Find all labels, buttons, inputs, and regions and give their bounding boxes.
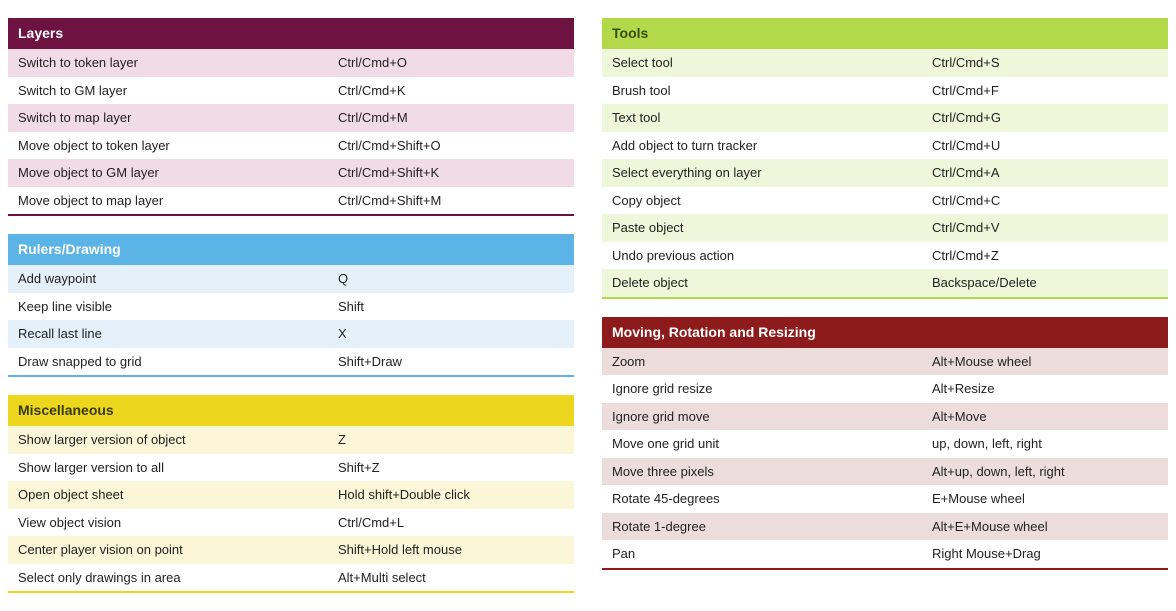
shortcut-action: Undo previous action — [612, 247, 735, 263]
table-row — [8, 454, 574, 482]
shortcut-action: View object vision — [18, 514, 122, 530]
shortcut-action: Switch to map layer — [18, 110, 132, 126]
shortcut-action: Open object sheet — [18, 487, 124, 503]
shortcut-list-layers — [8, 49, 574, 216]
section-title-miscellaneous: Miscellaneous — [8, 395, 574, 426]
shortcut-keys: Z — [338, 432, 346, 448]
shortcut-action: Delete object — [612, 275, 688, 291]
table-row — [8, 49, 574, 77]
shortcut-action: Move object to token layer — [18, 137, 170, 153]
section-miscellaneous — [8, 395, 574, 593]
shortcut-keys: Ctrl/Cmd+G — [932, 110, 1001, 126]
shortcut-keys: Right Mouse+Drag — [932, 546, 1041, 562]
shortcut-keys: Ctrl/Cmd+Shift+O — [338, 137, 441, 153]
shortcut-keys: Alt+Mouse wheel — [932, 353, 1032, 369]
table-row — [8, 187, 574, 215]
shortcut-action: Select only drawings in area — [18, 569, 181, 585]
shortcut-action: Zoom — [612, 353, 646, 369]
table-row — [602, 403, 1168, 431]
shortcut-action: Add object to turn tracker — [612, 137, 758, 153]
table-row — [602, 49, 1168, 77]
shortcut-action: Switch to GM layer — [18, 82, 128, 98]
table-row — [602, 214, 1168, 242]
shortcut-keys: Ctrl/Cmd+Shift+M — [338, 192, 442, 208]
section-moving-rotation-resizing — [602, 317, 1168, 570]
shortcut-list-moving-rotation-resizing — [602, 348, 1168, 570]
shortcut-keys: Ctrl/Cmd+V — [932, 220, 1000, 236]
section-title-tools: Tools — [602, 18, 1168, 49]
shortcut-keys: Ctrl/Cmd+O — [338, 55, 407, 71]
shortcut-action: Switch to token layer — [18, 55, 138, 71]
shortcut-list-rulers-drawing — [8, 265, 574, 377]
shortcut-keys: Q — [338, 271, 349, 287]
shortcut-action: Brush tool — [612, 82, 671, 98]
shortcut-action: Text tool — [612, 110, 661, 126]
shortcut-action: Show larger version to all — [18, 459, 164, 475]
shortcut-list-tools — [602, 49, 1168, 299]
table-row — [8, 481, 574, 509]
section-rulers-drawing — [8, 234, 574, 377]
shortcut-keys: Alt+up, down, left, right — [932, 463, 1065, 479]
shortcut-action: Move one grid unit — [612, 436, 719, 452]
shortcut-keys: Ctrl/Cmd+A — [932, 165, 1000, 181]
table-row — [602, 485, 1168, 513]
table-row — [8, 293, 574, 321]
table-row — [8, 509, 574, 537]
shortcut-action: Add waypoint — [18, 271, 97, 287]
section-title-rulers-drawing: Rulers/Drawing — [8, 234, 574, 265]
shortcut-keys: Ctrl/Cmd+S — [932, 55, 1000, 71]
shortcut-action: Select everything on layer — [612, 165, 762, 181]
shortcut-keys: Ctrl/Cmd+Z — [932, 247, 999, 263]
shortcut-action: Move three pixels — [612, 463, 714, 479]
shortcut-action: Paste object — [612, 220, 684, 236]
right-column — [602, 18, 1168, 588]
shortcut-action: Rotate 45-degrees — [612, 491, 720, 507]
shortcut-keys: Shift+Hold left mouse — [338, 542, 462, 558]
shortcut-keys: Hold shift+Double click — [338, 487, 470, 503]
table-row — [8, 426, 574, 454]
shortcut-keys: Ctrl/Cmd+C — [932, 192, 1001, 208]
table-row — [602, 187, 1168, 215]
section-title-layers: Layers — [8, 18, 574, 49]
shortcut-keys: Alt+Move — [932, 408, 987, 424]
shortcut-keys: up, down, left, right — [932, 436, 1042, 452]
shortcut-keys: Alt+Resize — [932, 381, 995, 397]
shortcut-list-miscellaneous — [8, 426, 574, 593]
shortcut-keys: Ctrl/Cmd+M — [338, 110, 408, 126]
shortcut-action: Pan — [612, 546, 636, 562]
shortcut-keys: X — [338, 326, 347, 342]
shortcut-keys: Ctrl/Cmd+K — [338, 82, 406, 98]
table-row — [602, 375, 1168, 403]
table-row — [602, 348, 1168, 376]
table-row — [8, 104, 574, 132]
table-row — [602, 430, 1168, 458]
table-row — [8, 564, 574, 592]
table-row — [602, 77, 1168, 105]
table-row — [8, 348, 574, 376]
shortcut-action: Show larger version of object — [18, 432, 186, 448]
shortcut-action: Ignore grid move — [612, 408, 710, 424]
section-tools — [602, 18, 1168, 299]
shortcut-keys: E+Mouse wheel — [932, 491, 1025, 507]
table-row — [602, 269, 1168, 297]
shortcut-action: Move object to GM layer — [18, 165, 159, 181]
table-row — [602, 104, 1168, 132]
shortcut-keys: Shift+Z — [338, 459, 380, 475]
shortcut-keys: Ctrl/Cmd+F — [932, 82, 999, 98]
table-row — [8, 159, 574, 187]
table-row — [602, 132, 1168, 160]
shortcut-keys: Shift — [338, 298, 365, 314]
shortcut-action: Select tool — [612, 55, 673, 71]
shortcut-action: Draw snapped to grid — [18, 353, 142, 369]
left-column — [8, 18, 574, 611]
table-row — [602, 540, 1168, 568]
shortcut-keys: Alt+E+Mouse wheel — [932, 518, 1048, 534]
table-row — [8, 265, 574, 293]
shortcut-action: Rotate 1-degree — [612, 518, 706, 534]
table-row — [8, 536, 574, 564]
table-row — [8, 77, 574, 105]
section-layers — [8, 18, 574, 216]
shortcut-keys: Alt+Multi select — [338, 569, 426, 585]
shortcut-keys: Ctrl/Cmd+Shift+K — [338, 165, 440, 181]
shortcut-keys: Ctrl/Cmd+U — [932, 137, 1001, 153]
table-row — [602, 159, 1168, 187]
shortcut-keys: Shift+Draw — [338, 353, 402, 369]
table-row — [8, 132, 574, 160]
section-title-moving-rotation-resizing: Moving, Rotation and Resizing — [602, 317, 1168, 348]
shortcut-keys: Backspace/Delete — [932, 275, 1037, 291]
shortcut-keys: Ctrl/Cmd+L — [338, 514, 405, 530]
shortcut-action: Center player vision on point — [18, 542, 183, 558]
shortcut-action: Keep line visible — [18, 298, 112, 314]
shortcut-action: Ignore grid resize — [612, 381, 713, 397]
table-row — [602, 513, 1168, 541]
table-row — [602, 458, 1168, 486]
shortcut-action: Copy object — [612, 192, 681, 208]
table-row — [602, 242, 1168, 270]
columns-container — [8, 18, 1168, 611]
shortcut-action: Move object to map layer — [18, 192, 164, 208]
table-row — [8, 320, 574, 348]
shortcut-action: Recall last line — [18, 326, 102, 342]
